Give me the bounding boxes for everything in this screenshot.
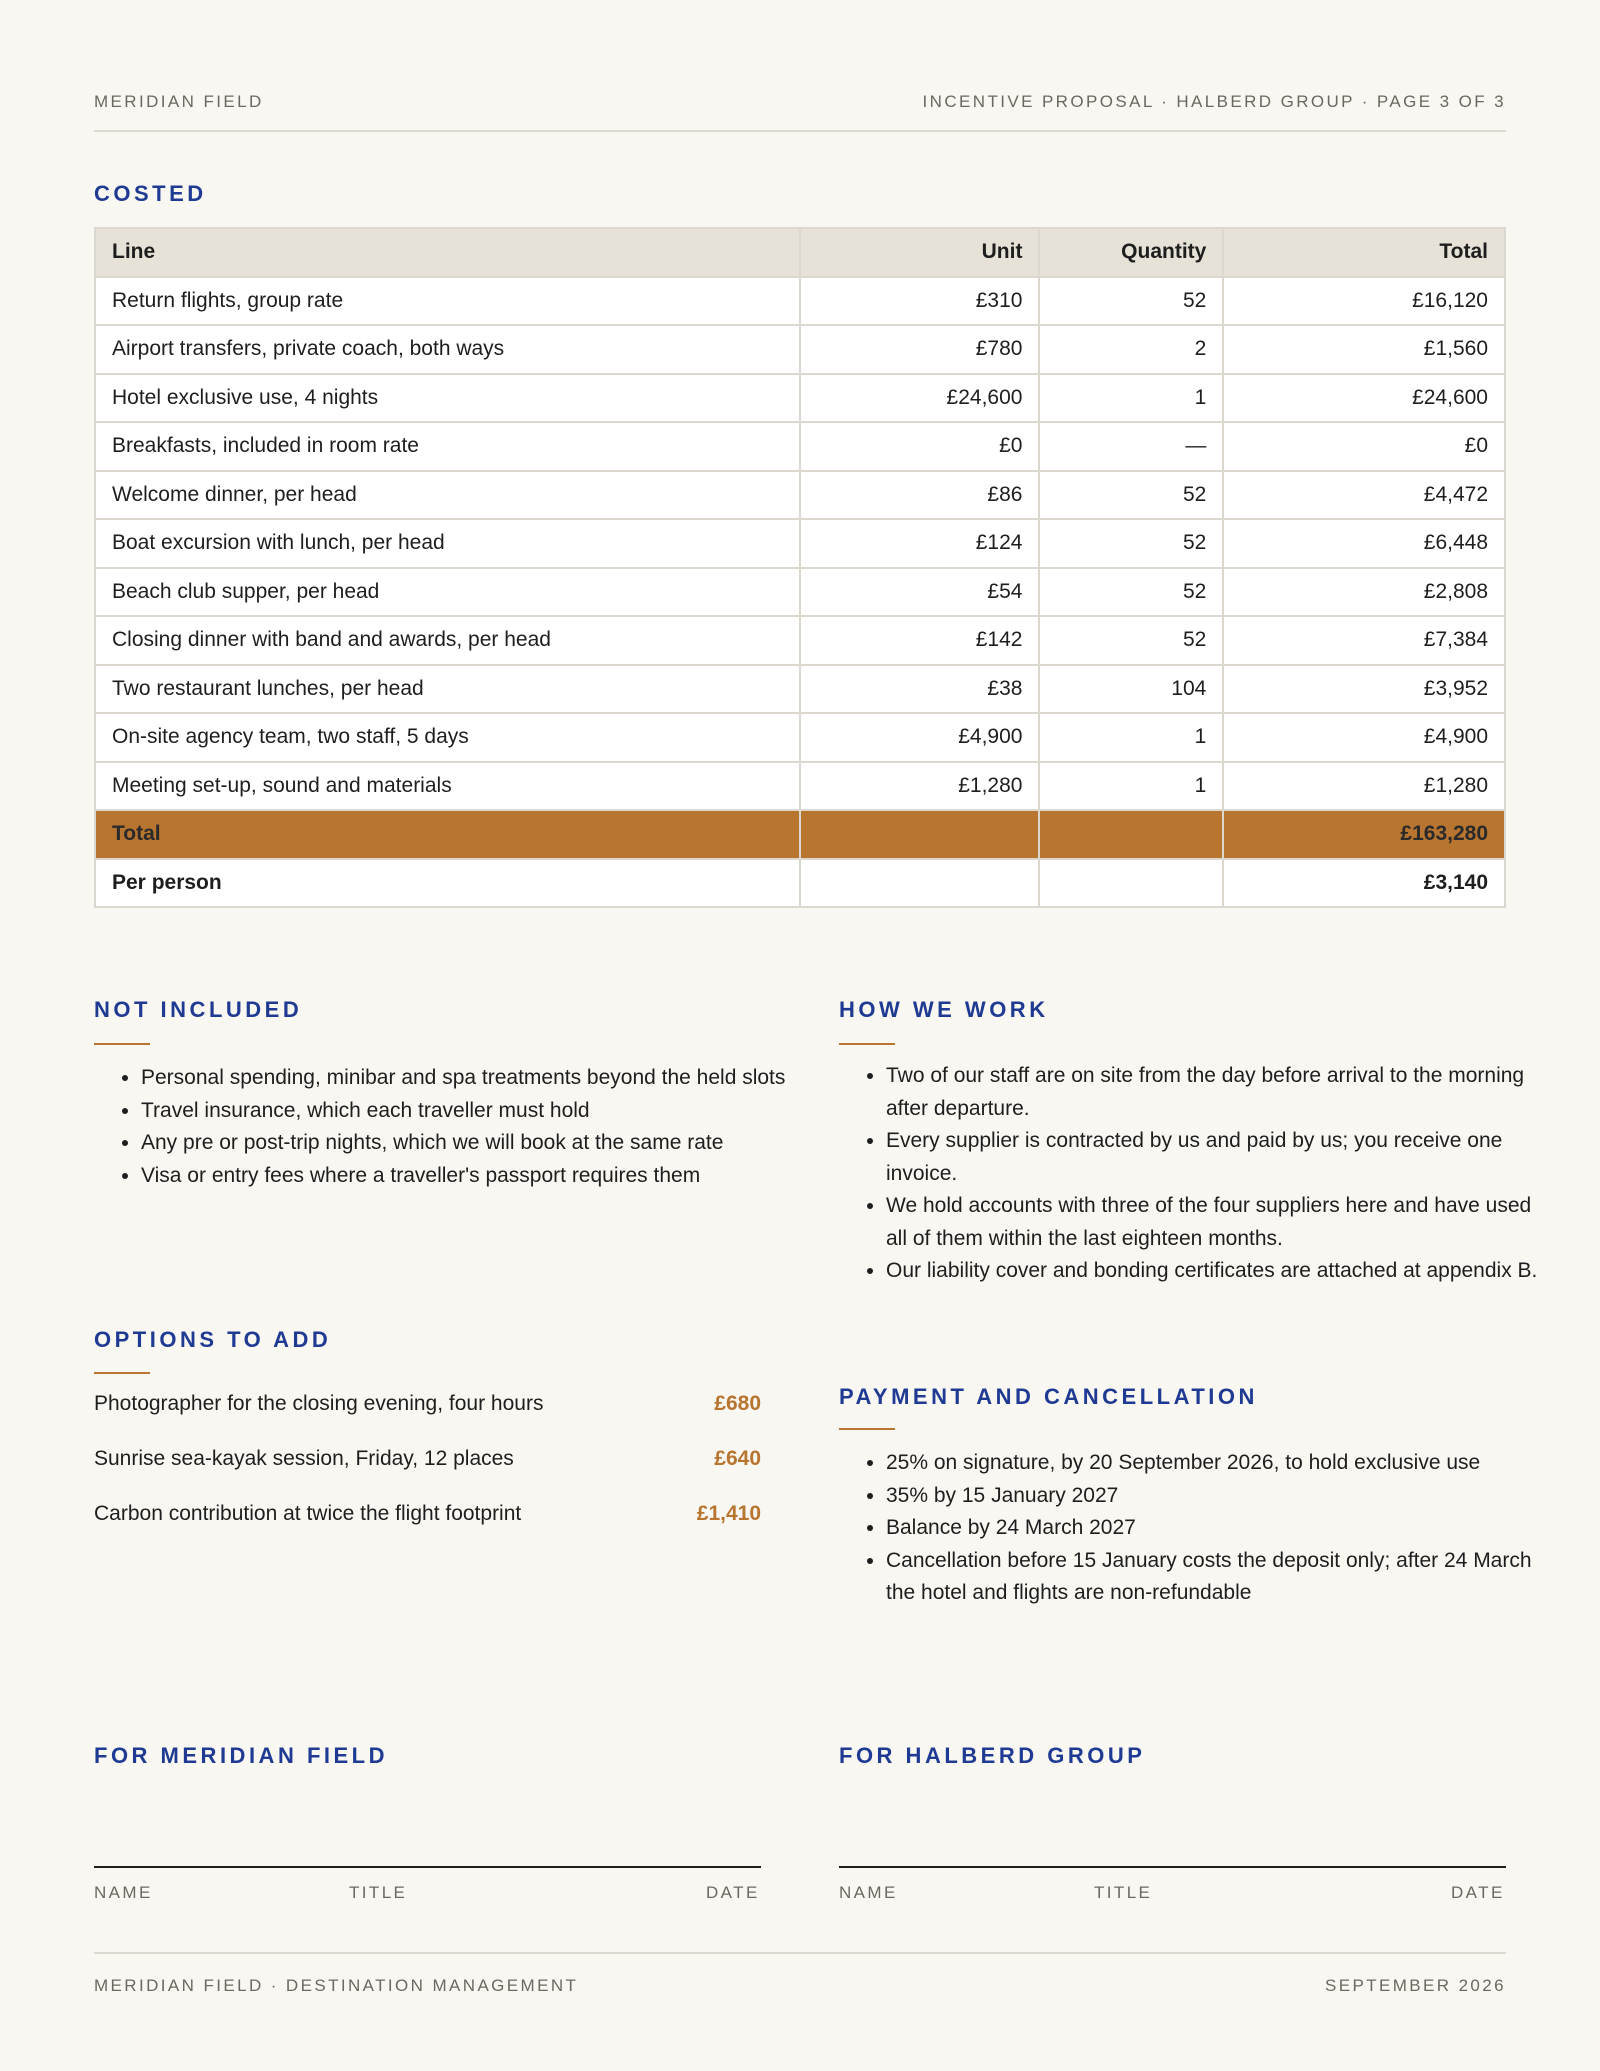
option-price: £1,410 — [696, 1502, 761, 1525]
how-we-work-title: HOW WE WORK — [839, 997, 1049, 1022]
option-price: £640 — [714, 1447, 761, 1470]
cell-total: £1,280 — [1223, 762, 1505, 811]
table-row — [95, 325, 1505, 374]
cell-line: Two restaurant lunches, per head — [95, 665, 800, 714]
column-header-total: Total — [1223, 228, 1505, 277]
cell-quantity: 52 — [1039, 568, 1223, 617]
total-unit-empty — [800, 810, 1040, 859]
option-item — [94, 1502, 761, 1534]
option-item — [94, 1392, 761, 1424]
payment-title: PAYMENT AND CANCELLATION — [839, 1384, 1258, 1409]
how-we-work-list — [839, 1060, 1556, 1288]
per-person-value: £3,140 — [1223, 859, 1505, 908]
cell-quantity: 52 — [1039, 616, 1223, 665]
cell-quantity: 1 — [1039, 762, 1223, 811]
cell-quantity: 2 — [1039, 325, 1223, 374]
column-header-unit: Unit — [800, 228, 1040, 277]
cell-total: £24,600 — [1223, 374, 1505, 423]
cell-line: On-site agency team, two staff, 5 days — [95, 713, 800, 762]
table-row — [95, 762, 1505, 811]
cell-total: £16,120 — [1223, 277, 1505, 326]
cell-total: £3,952 — [1223, 665, 1505, 714]
cell-quantity: 52 — [1039, 277, 1223, 326]
not-included-item: • Personal spending, minibar and spa treatments beyond the held slots — [141, 1062, 808, 1095]
signature-name-label-halberd: NAME — [839, 1883, 898, 1902]
cell-quantity: 104 — [1039, 665, 1223, 714]
signature-title-meridian: FOR MERIDIAN FIELD — [94, 1743, 388, 1768]
signature-date-label-halberd: DATE — [1451, 1883, 1505, 1902]
cell-line: Boat excursion with lunch, per head — [95, 519, 800, 568]
how-we-work-rule — [839, 1043, 895, 1045]
cell-unit: £124 — [800, 519, 1040, 568]
cell-line: Hotel exclusive use, 4 nights — [95, 374, 800, 423]
cell-unit: £4,900 — [800, 713, 1040, 762]
table-row — [95, 568, 1505, 617]
payment-item: • Cancellation before 15 January costs the deposit only; after 24 March the hotel and flights are non-refundable — [886, 1545, 1553, 1610]
signature-title-label-meridian: TITLE — [349, 1883, 408, 1902]
cell-line: Closing dinner with band and awards, per head — [95, 616, 800, 665]
header-brand: MERIDIAN FIELD — [94, 92, 264, 111]
table-row — [95, 713, 1505, 762]
options-rule — [94, 1372, 150, 1374]
header-document-info: INCENTIVE PROPOSAL · HALBERD GROUP · PAGE 3 OF 3 — [922, 92, 1506, 111]
total-row — [95, 810, 1505, 859]
cell-quantity: 1 — [1039, 374, 1223, 423]
cell-line: Airport transfers, private coach, both ways — [95, 325, 800, 374]
payment-item: • 25% on signature, by 20 September 2026, to hold exclusive use — [886, 1447, 1553, 1480]
table-row — [95, 422, 1505, 471]
per-person-label: Per person — [95, 859, 800, 908]
cell-line: Meeting set-up, sound and materials — [95, 762, 800, 811]
cell-unit: £780 — [800, 325, 1040, 374]
cell-unit: £142 — [800, 616, 1040, 665]
cell-unit: £54 — [800, 568, 1040, 617]
option-label: Photographer for the closing evening, four hours — [94, 1392, 544, 1415]
cell-unit: £38 — [800, 665, 1040, 714]
per-person-unit-empty — [800, 859, 1040, 908]
total-label: Total — [95, 810, 800, 859]
signature-title-halberd: FOR HALBERD GROUP — [839, 1743, 1146, 1768]
how-we-work-item: • We hold accounts with three of the four suppliers here and have used all of them within the last eighteen months. — [886, 1190, 1556, 1255]
signature-title-label-halberd: TITLE — [1094, 1883, 1153, 1902]
option-label: Sunrise sea-kayak session, Friday, 12 places — [94, 1447, 514, 1470]
footer-company: MERIDIAN FIELD · DESTINATION MANAGEMENT — [94, 1976, 579, 1995]
not-included-item: • Visa or entry fees where a traveller's passport requires them — [141, 1160, 808, 1193]
table-row — [95, 616, 1505, 665]
not-included-item: • Any pre or post-trip nights, which we will book at the same rate — [141, 1127, 808, 1160]
cell-line: Return flights, group rate — [95, 277, 800, 326]
signature-name-label-meridian: NAME — [94, 1883, 153, 1902]
page-footer — [94, 1952, 1506, 1995]
footer-date: SEPTEMBER 2026 — [1325, 1976, 1506, 1995]
cell-total: £4,472 — [1223, 471, 1505, 520]
cell-total: £0 — [1223, 422, 1505, 471]
table-row — [95, 277, 1505, 326]
payment-item: • 35% by 15 January 2027 — [886, 1480, 1553, 1513]
table-row — [95, 665, 1505, 714]
costed-table — [94, 227, 1506, 908]
how-we-work-item: • Our liability cover and bonding certificates are attached at appendix B. — [886, 1255, 1556, 1288]
table-row — [95, 471, 1505, 520]
costed-title: COSTED — [94, 181, 207, 206]
cell-total: £4,900 — [1223, 713, 1505, 762]
cell-unit: £86 — [800, 471, 1040, 520]
cell-line: Welcome dinner, per head — [95, 471, 800, 520]
column-header-quantity: Quantity — [1039, 228, 1223, 277]
cell-line: Breakfasts, included in room rate — [95, 422, 800, 471]
table-row — [95, 374, 1505, 423]
per-person-quantity-empty — [1039, 859, 1223, 908]
cell-total: £2,808 — [1223, 568, 1505, 617]
not-included-title: NOT INCLUDED — [94, 997, 303, 1022]
cell-total: £6,448 — [1223, 519, 1505, 568]
payment-item: • Balance by 24 March 2027 — [886, 1512, 1553, 1545]
cell-quantity: 52 — [1039, 471, 1223, 520]
cell-quantity: — — [1039, 422, 1223, 471]
column-header-line: Line — [95, 228, 800, 277]
cell-total: £1,560 — [1223, 325, 1505, 374]
table-header-row — [95, 228, 1505, 277]
how-we-work-item: • Every supplier is contracted by us and paid by us; you receive one invoice. — [886, 1125, 1556, 1190]
payment-rule — [839, 1428, 895, 1430]
option-price: £680 — [714, 1392, 761, 1415]
cell-unit: £0 — [800, 422, 1040, 471]
not-included-list — [94, 1062, 808, 1192]
total-value: £163,280 — [1223, 810, 1505, 859]
cell-quantity: 1 — [1039, 713, 1223, 762]
not-included-item: • Travel insurance, which each traveller must hold — [141, 1095, 808, 1128]
cell-unit: £24,600 — [800, 374, 1040, 423]
signature-line-halberd[interactable] — [839, 1866, 1506, 1868]
cell-quantity: 52 — [1039, 519, 1223, 568]
total-quantity-empty — [1039, 810, 1223, 859]
table-row — [95, 519, 1505, 568]
signature-date-label-meridian: DATE — [706, 1883, 760, 1902]
payment-list — [839, 1447, 1553, 1610]
cell-line: Beach club supper, per head — [95, 568, 800, 617]
cell-unit: £310 — [800, 277, 1040, 326]
option-item — [94, 1447, 761, 1479]
cell-unit: £1,280 — [800, 762, 1040, 811]
signature-line-meridian[interactable] — [94, 1866, 761, 1868]
cell-total: £7,384 — [1223, 616, 1505, 665]
option-label: Carbon contribution at twice the flight footprint — [94, 1502, 522, 1525]
running-header — [94, 92, 1506, 132]
options-title: OPTIONS TO ADD — [94, 1327, 332, 1352]
how-we-work-item: • Two of our staff are on site from the day before arrival to the morning after departure. — [886, 1060, 1556, 1125]
not-included-rule — [94, 1043, 150, 1045]
per-person-row — [95, 859, 1505, 908]
